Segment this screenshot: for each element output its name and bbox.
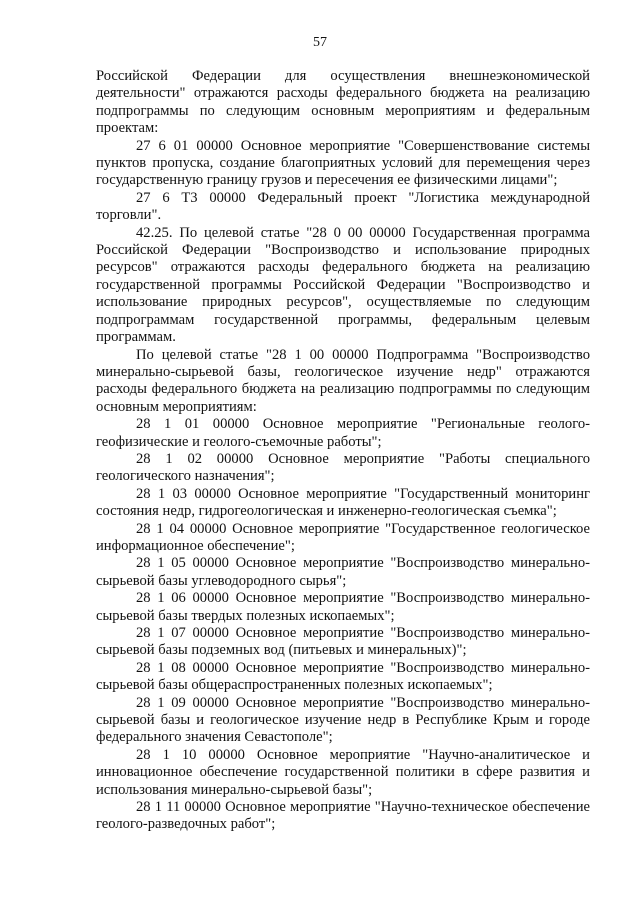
paragraph: 28 1 03 00000 Основное мероприятие "Государственный мониторинг состояния недр, гидрогеологическая и инженерно-геологическая съемка";	[96, 485, 590, 520]
paragraph: 28 1 08 00000 Основное мероприятие "Воспроизводство минерально-сырьевой базы общераспространенных полезных ископаемых";	[96, 659, 590, 694]
paragraph: 28 1 01 00000 Основное мероприятие "Региональные геолого-геофизические и геолого-съемочные работы";	[96, 416, 590, 450]
paragraph: 28 1 05 00000 Основное мероприятие "Воспроизводство минерально-сырьевой базы углеводородного сырья";	[96, 555, 590, 589]
paragraph: 28 1 06 00000 Основное мероприятие "Воспроизводство минерально-сырьевой базы твердых полезных ископаемых";	[96, 590, 590, 624]
document-body	[96, 68, 590, 834]
paragraph: 28 1 07 00000 Основное мероприятие "Воспроизводство минерально-сырьевой базы подземных вод (питьевых и минеральных)";	[96, 625, 590, 659]
paragraph: 28 1 09 00000 Основное мероприятие "Воспроизводство минерально-сырьевой базы и геологическое изучение недр в Республике Крым и городе федерального значения Севастополе";	[96, 694, 590, 746]
paragraph: Российской Федерации для осуществления внешнеэкономической деятельности" отражаются расходы федерального бюджета на реализацию подпрограммы по следующим основным мероприятиям и федеральным проектам:	[96, 68, 590, 137]
paragraph: 28 1 02 00000 Основное мероприятие "Работы специального геологического назначения";	[96, 450, 590, 485]
paragraph: 27 6 Т3 00000 Федеральный проект "Логистика международной торговли".	[96, 189, 590, 224]
page-number: 57	[313, 35, 327, 50]
paragraph: По целевой статье "28 1 00 00000 Подпрограмма "Воспроизводство минерально-сырьевой базы, геологическое изучение недр" отражаются расходы федерального бюджета на реализацию подпрограммы по следующим основным мероприятиям:	[96, 346, 590, 415]
paragraph: 27 6 01 00000 Основное мероприятие "Совершенствование системы пунктов пропуска, создание благоприятных условий для перемещения через государственную границу грузов и пересечения ее физическими лицами";	[96, 137, 590, 189]
paragraph: 28 1 10 00000 Основное мероприятие "Научно-аналитическое и инновационное обеспечение государственной политики в сфере развития и использования минерально-сырьевой базы";	[96, 746, 590, 798]
paragraph: 42.25. По целевой статье "28 0 00 00000 Государственная программа Российской Федерации "Воспроизводство и использование природных ресурсов" отражаются расходы федерального бюджета на реализацию государственной программы Российской Федерации "Воспроизводство и использование природных ресурсов", осуществляемые по следующим подпрограммам государственной программы, федеральным целевым программам.	[96, 224, 590, 346]
paragraph: 28 1 11 00000 Основное мероприятие "Научно-техническое обеспечение геолого-разведочных работ";	[96, 799, 590, 833]
paragraph: 28 1 04 00000 Основное мероприятие "Государственное геологическое информационное обеспечение";	[96, 520, 590, 554]
